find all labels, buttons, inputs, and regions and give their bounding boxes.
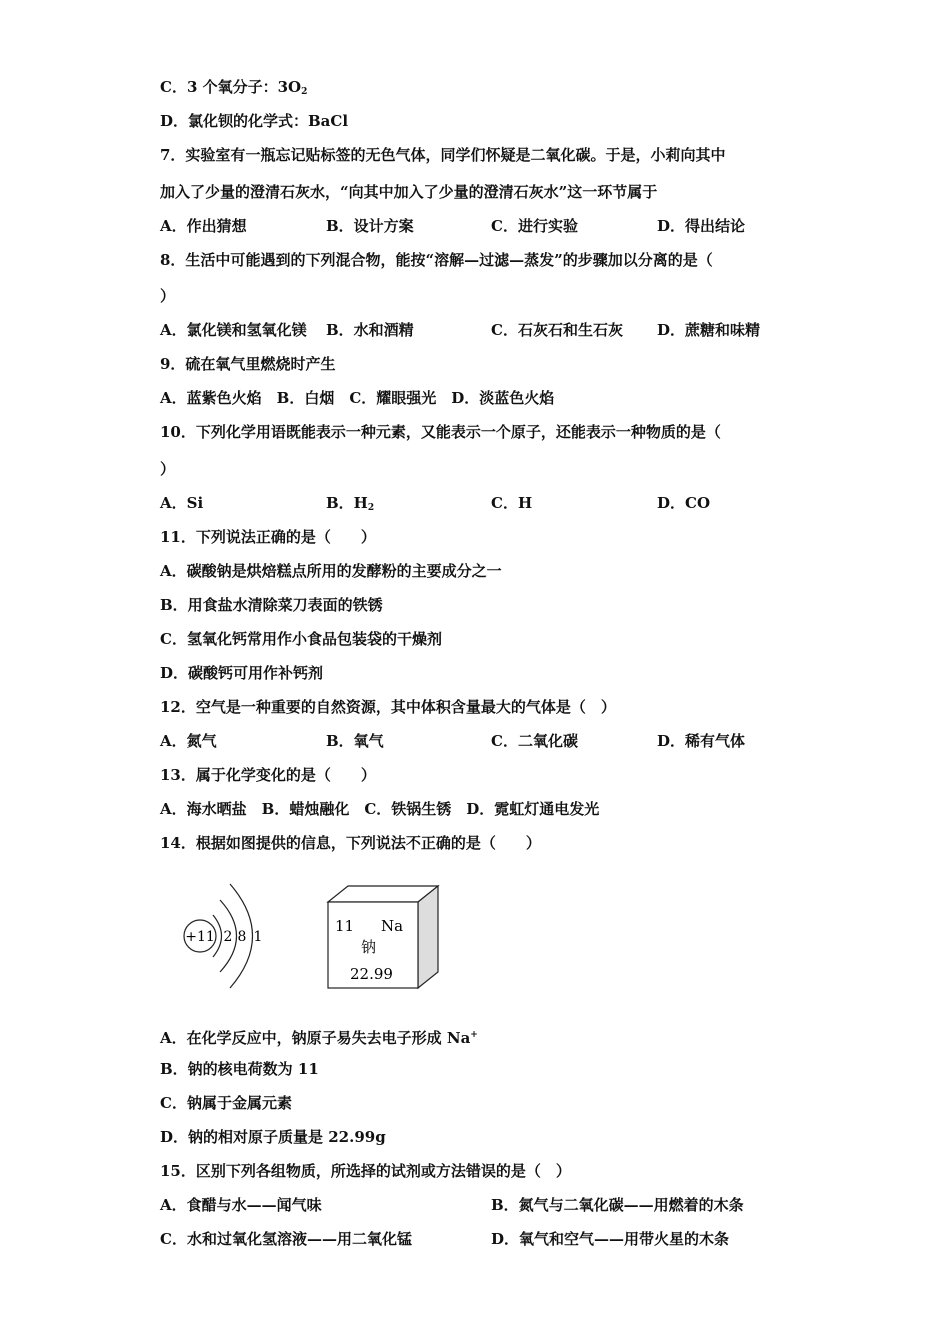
question-12: 12．空气是一种重要的自然资源，其中体积含量最大的气体是（ ） xyxy=(160,698,616,716)
shell-2-electrons: 8 xyxy=(237,929,247,945)
atomic-mass: 22.99 xyxy=(350,965,393,983)
q15-option-c: C．水和过氧化氢溶液——用二氧化锰 xyxy=(160,1230,412,1248)
q7-option-a: A．作出猜想 xyxy=(160,217,247,235)
question-11: 11．下列说法正确的是（ ） xyxy=(160,528,376,546)
periodic-table-cell xyxy=(328,886,438,988)
q7-option-c: C．进行实验 xyxy=(491,217,578,235)
sodium-figure xyxy=(175,872,465,997)
q8-option-b: B．水和酒精 xyxy=(326,321,414,339)
q9-options: A．蓝紫色火焰 B．白烟 C．耀眼强光 D．淡蓝色火焰 xyxy=(160,389,555,407)
q11-option-c: C．氢氧化钙常用作小食品包装袋的干燥剂 xyxy=(160,630,442,648)
q10-option-b: B．$H_2$ xyxy=(326,494,375,513)
q10-option-c: C．H xyxy=(491,494,533,512)
cell-side-face xyxy=(418,886,438,988)
question-10-line2: ） xyxy=(160,460,176,478)
q10-option-a: A．Si xyxy=(160,494,204,512)
q12-option-a: A．氮气 xyxy=(160,732,217,750)
q14-option-d: D．钠的相对原子质量是 22.99g xyxy=(160,1128,386,1146)
atom-structure-diagram xyxy=(184,884,262,988)
q11-option-d: D．碳酸钙可用作补钙剂 xyxy=(160,664,324,682)
q14-option-c: C．钠属于金属元素 xyxy=(160,1094,292,1112)
question-7-line1: 7．实验室有一瓶忘记贴标签的无色气体，同学们怀疑是二氧化碳。于是，小莉向其中 xyxy=(160,146,726,164)
nucleus-charge: +11 xyxy=(185,929,215,945)
q15-option-d: D．氧气和空气——用带火星的木条 xyxy=(491,1230,730,1248)
q8-option-d: D．蔗糖和味精 xyxy=(657,321,761,339)
q8-option-a: A．氯化镁和氢氧化镁 xyxy=(160,321,307,339)
q12-option-c: C．二氧化碳 xyxy=(491,732,578,750)
element-symbol: Na xyxy=(381,917,404,935)
q11-option-b: B．用食盐水清除菜刀表面的铁锈 xyxy=(160,596,383,614)
q13-options: A．海水晒盐 B．蜡烛融化 C．铁锅生锈 D．霓虹灯通电发光 xyxy=(160,800,600,818)
q7-option-b: B．设计方案 xyxy=(326,217,414,235)
question-14: 14．根据如图提供的信息，下列说法不正确的是（ ） xyxy=(160,834,541,852)
element-name: 钠 xyxy=(361,938,377,956)
question-13: 13．属于化学变化的是（ ） xyxy=(160,766,376,784)
question-7-line2: 加入了少量的澄清石灰水，“向其中加入了少量的澄清石灰水”这一环节属于 xyxy=(160,183,658,201)
question-15: 15．区别下列各组物质，所选择的试剂或方法错误的是（ ） xyxy=(160,1162,571,1180)
q10-option-d: D．CO xyxy=(657,494,711,512)
q7-option-d: D．得出结论 xyxy=(657,217,746,235)
q8-option-c: C．石灰石和生石灰 xyxy=(491,321,623,339)
q14-option-a: A．在化学反应中，钠原子易失去电子形成 Na+ xyxy=(160,1029,478,1047)
shell-3-electrons: 1 xyxy=(253,929,263,945)
question-10-line1: 10．下列化学用语既能表示一种元素，又能表示一个原子，还能表示一种物质的是（ xyxy=(160,423,721,441)
question-8-line1: 8．生活中可能遇到的下列混合物，能按“溶解—过滤—蒸发”的步骤加以分离的是（ xyxy=(160,251,713,269)
question-8-line2: ） xyxy=(160,287,176,305)
q15-option-a: A．食醋与水——闻气味 xyxy=(160,1196,322,1214)
q12-option-b: B．氧气 xyxy=(326,732,384,750)
q12-option-d: D．稀有气体 xyxy=(657,732,746,750)
question-9: 9．硫在氧气里燃烧时产生 xyxy=(160,355,336,373)
q15-option-b: B．氮气与二氧化碳——用燃着的木条 xyxy=(491,1196,744,1214)
option-c-prev: C．3 个氧分子：$3O_2$ xyxy=(160,78,308,97)
q14-option-b: B．钠的核电荷数为 11 xyxy=(160,1060,319,1078)
option-d-prev: D．氯化钡的化学式：BaCl xyxy=(160,112,349,130)
q11-option-a: A．碳酸钠是烘焙糕点所用的发酵粉的主要成分之一 xyxy=(160,562,502,580)
shell-1-electrons: 2 xyxy=(223,929,233,945)
sodium-diagram xyxy=(175,872,465,997)
atomic-number: 11 xyxy=(335,917,355,935)
